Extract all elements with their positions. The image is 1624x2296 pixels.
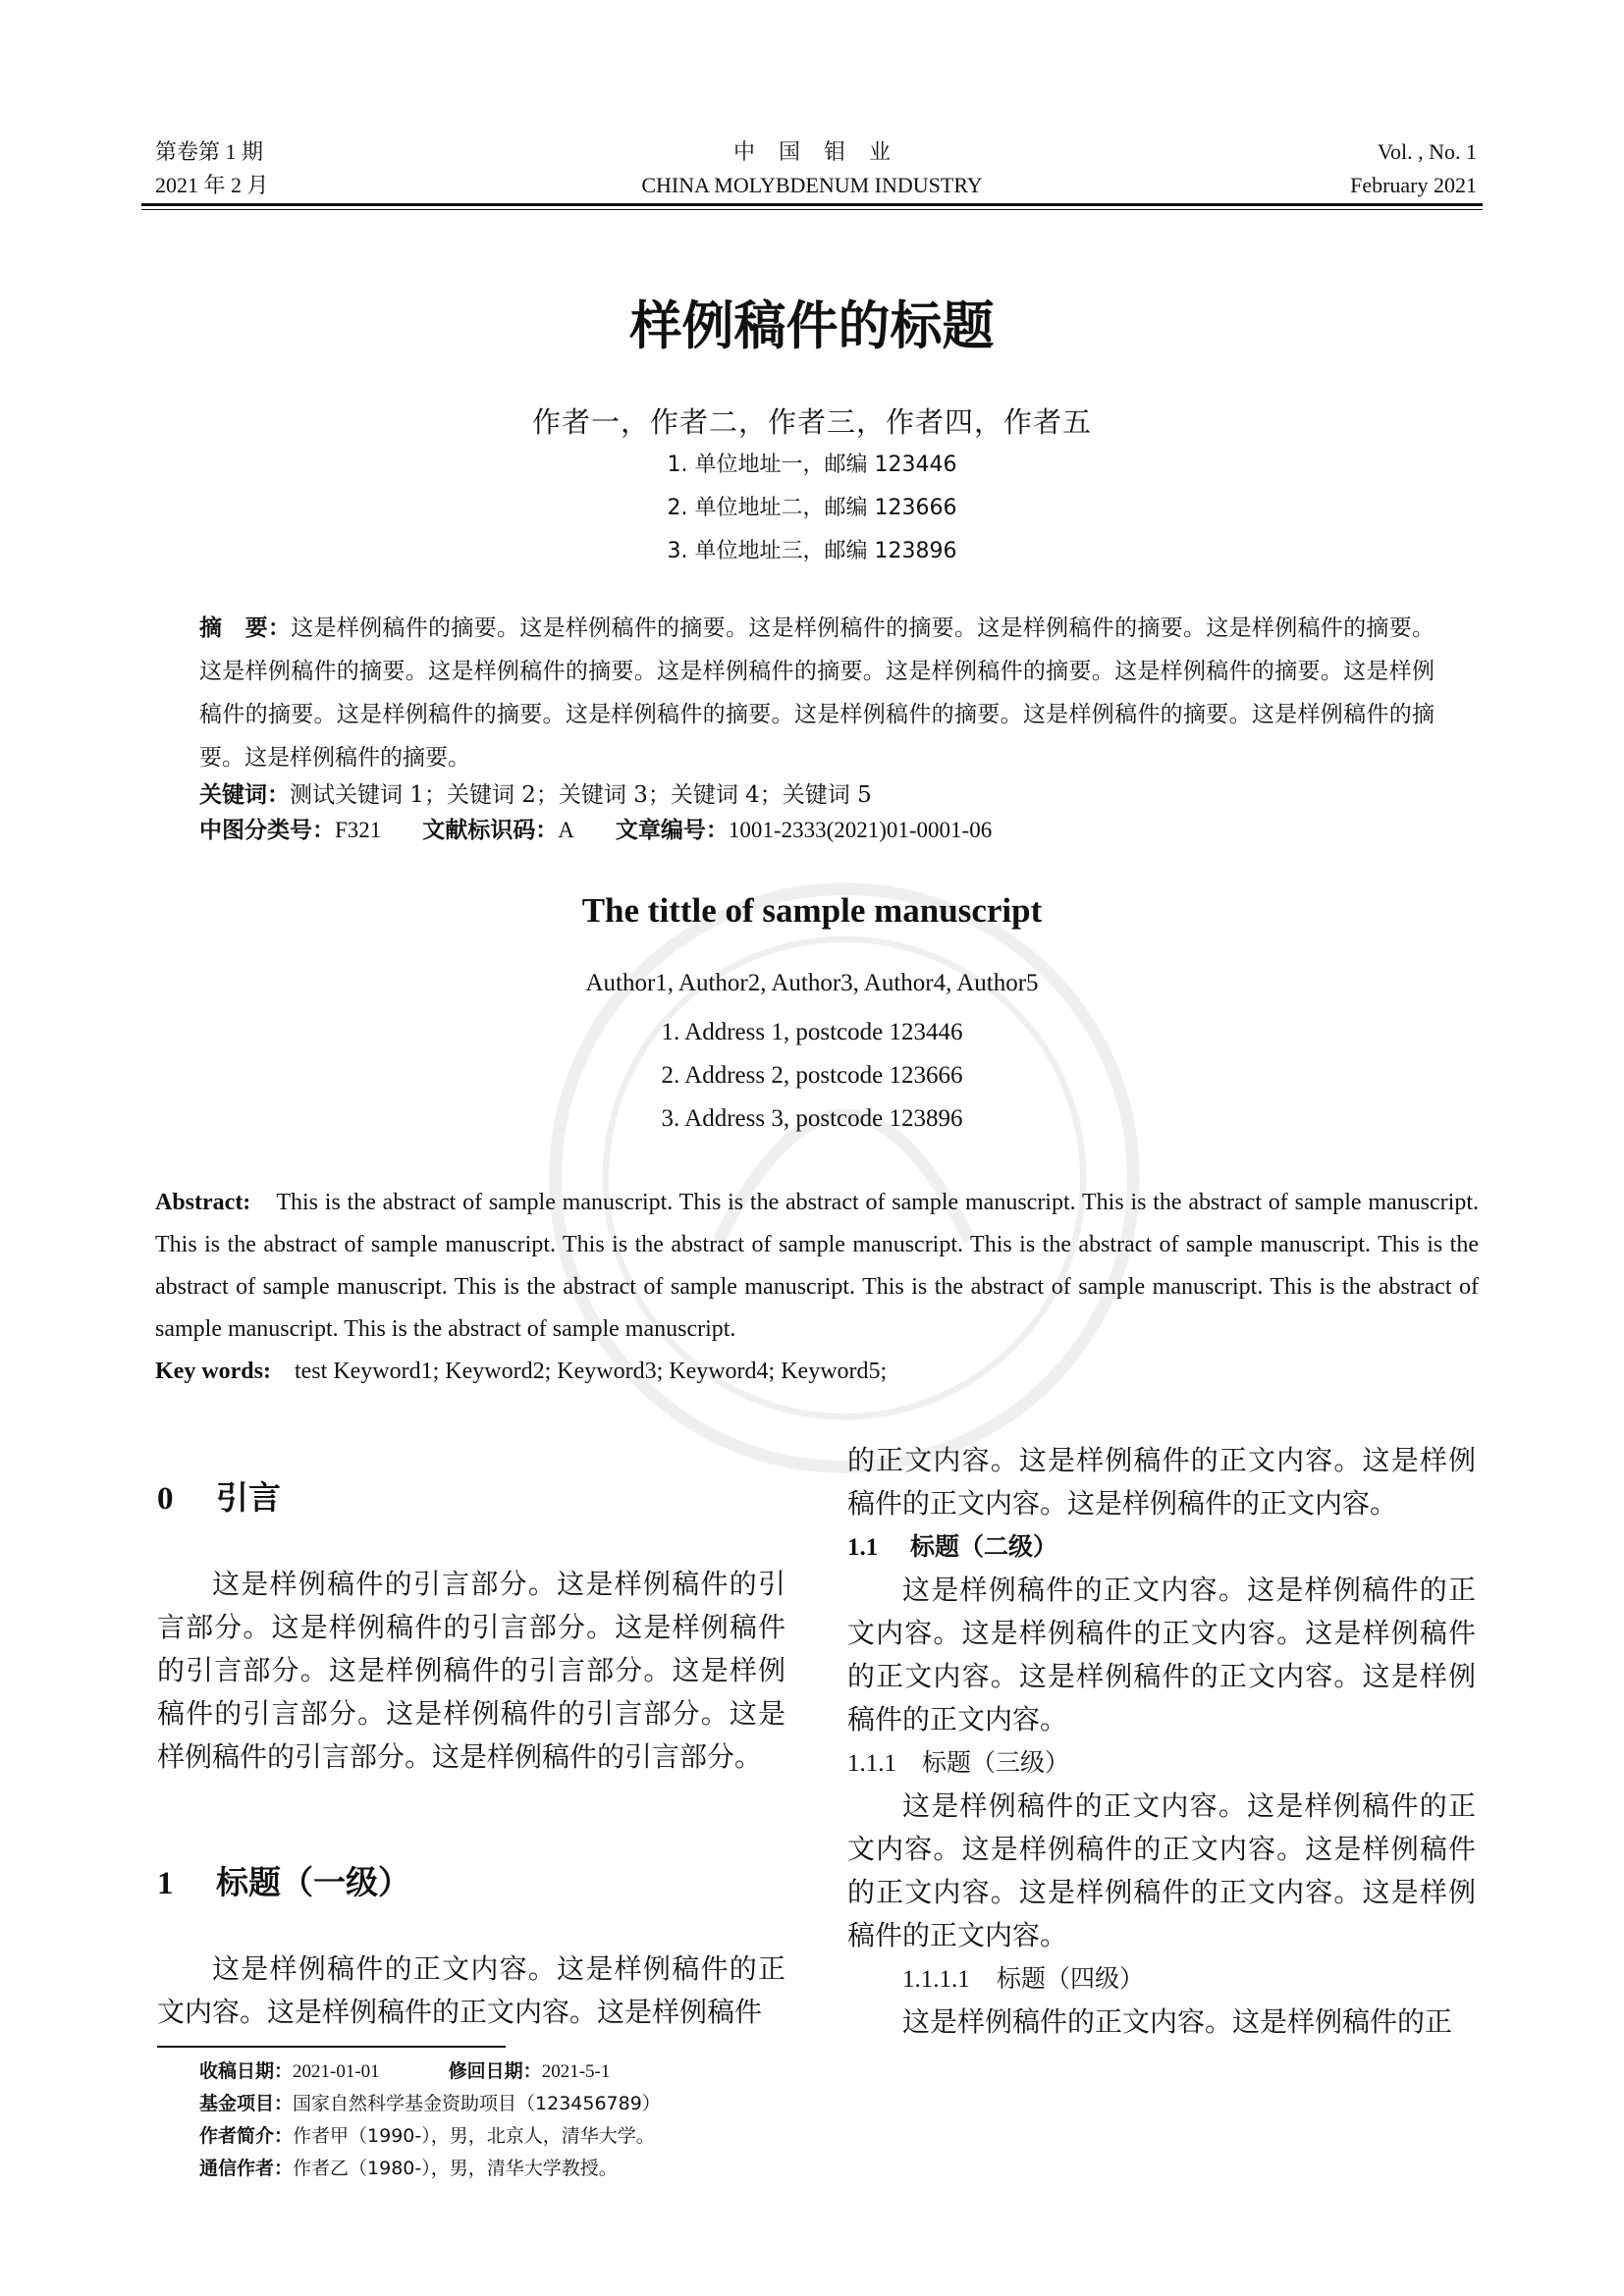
author-bio-value: 作者甲（1990-），男，北京人，清华大学。: [293, 2125, 655, 2147]
keywords-cn-label: 关键词：: [199, 782, 290, 808]
addresses-en: [0, 1011, 1624, 1141]
section-1-1-1-heading: [847, 1741, 1476, 1786]
section-1-1-1-1-title: 标题（四级）: [997, 1964, 1145, 1993]
keywords-en: [155, 1351, 1479, 1393]
author-bio-label: 作者简介：: [199, 2125, 294, 2147]
corresponding-value: 作者乙（1980-），男，清华大学教授。: [293, 2158, 618, 2179]
revised-value: 2021-5-1: [541, 2061, 611, 2082]
received-value: 2021-01-01: [293, 2061, 380, 2082]
article-number-label: 文章编号：: [615, 818, 729, 843]
section-1-1-1-1-paragraph: 这是样例稿件的正文内容。这是样例稿件的正: [902, 2005, 1453, 2038]
footnote-rule: [157, 2046, 506, 2048]
section-1-1-1-title: 标题（三级）: [922, 1748, 1070, 1777]
volume-date: February 2021: [1350, 173, 1477, 197]
abstract-en-label: Abstract:: [155, 1190, 251, 1215]
header-rule-thick: [141, 203, 1483, 206]
section-0-heading: [157, 1476, 785, 1521]
address-en-2: 2. Address 2, postcode 123666: [661, 1062, 963, 1089]
section-0-number: 0: [157, 1481, 174, 1517]
addresses-cn: [0, 444, 1624, 573]
abstract-en-text: This is the abstract of sample manuscript. This is the abstract of sample manuscript. This is the abstract of sample manuscript. This is the abstract of sample manuscript. This is the abstract of sample manuscript. This is the abstract of sample manuscript. This is the abstract of sample manuscript. This is the abstract of sample manuscript. This is the abstract of sample manuscript. This is the abstract of sample manuscript. This is the abstract of sample manuscript.: [155, 1190, 1479, 1342]
journal-name-en: CHINA MOLYBDENUM INDUSTRY: [641, 173, 983, 197]
footnote: [199, 2056, 1083, 2185]
keywords-cn: [199, 775, 1435, 815]
clc-label: 中图分类号：: [199, 818, 335, 843]
footnote-author: [199, 2120, 1083, 2153]
paper-title-cn: 样例稿件的标题: [629, 296, 995, 356]
header-right: [1350, 135, 1477, 202]
section-1-1-paragraph: 这是样例稿件的正文内容。这是样例稿件的正文内容。这是样例稿件的正文内容。这是样例稿件的正文内容。这是样例稿件的正文内容。这是样例稿件的正文内容。: [847, 1574, 1476, 1735]
section-1-paragraph: 这是样例稿件的正文内容。这是样例稿件的正文内容。这是样例稿件的正文内容。这是样例稿件: [157, 1952, 785, 2028]
keywords-en-text: test Keyword1; Keyword2; Keyword3; Keyword4; Keyword5;: [294, 1359, 888, 1384]
authors-en: Author1, Author2, Author3, Author4, Author5: [585, 970, 1039, 996]
header-left: [155, 135, 269, 202]
address-cn-2: 2. 单位地址二，邮编 123666: [667, 496, 957, 520]
footnote-dates: [199, 2056, 1083, 2088]
section-0-title: 引言: [216, 1478, 281, 1517]
article-number-value: 1001-2333(2021)01-0001-06: [728, 818, 993, 842]
abstract-en: [155, 1182, 1479, 1351]
abstract-cn-label: 摘 要：: [199, 615, 292, 641]
section-0-paragraph: 这是样例稿件的引言部分。这是样例稿件的引言部分。这是样例稿件的引言部分。这是样例稿件的引言部分。这是样例稿件的引言部分。这是样例稿件的引言部分。这是样例稿件的引言部分。这是样例稿件的引言部分。这是样例稿件的引言部分。: [157, 1568, 785, 1773]
received-label: 收稿日期：: [199, 2060, 294, 2082]
volume-info: Vol. , No. 1: [1377, 139, 1477, 164]
classification-cn: [199, 811, 1435, 850]
section-1-1-title: 标题（二级）: [910, 1532, 1058, 1561]
doc-code-value: A: [558, 818, 574, 842]
footnote-fund: [199, 2088, 1083, 2120]
footnote-corresponding: [199, 2153, 1083, 2185]
issue-info: 第卷第 1 期: [155, 139, 264, 164]
abstract-cn: [199, 607, 1435, 779]
section-1-1-1-number: 1.1.1: [847, 1750, 896, 1777]
section-1-1-1-1-heading: [847, 1957, 1476, 2002]
fund-label: 基金项目：: [199, 2093, 294, 2114]
doc-code-label: 文献标识码：: [422, 818, 559, 843]
issue-date: 2021 年 2 月: [155, 173, 269, 197]
keywords-en-label: Key words:: [155, 1359, 271, 1384]
paper-title-en: The tittle of sample manuscript: [581, 891, 1043, 930]
revised-label: 修回日期：: [448, 2060, 542, 2082]
journal-name-cn: 中国钼业: [732, 139, 914, 164]
fund-value: 国家自然科学基金资助项目（123456789）: [293, 2093, 661, 2114]
section-1-paragraph-cont: 的正文内容。这是样例稿件的正文内容。这是样例稿件的正文内容。这是样例稿件的正文内容。: [847, 1444, 1476, 1520]
watermark-seal-icon: [530, 864, 1159, 1492]
address-en-1: 1. Address 1, postcode 123446: [661, 1019, 963, 1045]
address-cn-3: 3. 单位地址三，邮编 123896: [667, 539, 957, 563]
clc-value: F321: [335, 818, 382, 842]
corresponding-label: 通信作者：: [199, 2158, 294, 2179]
section-1-1-1-1-number: 1.1.1.1: [902, 1966, 970, 1993]
header-rule-thin: [141, 209, 1483, 210]
address-en-3: 3. Address 3, postcode 123896: [661, 1105, 963, 1132]
authors-cn: 作者一，作者二，作者三，作者四，作者五: [531, 405, 1092, 439]
header-center: [517, 135, 1107, 202]
section-1-title: 标题（一级）: [216, 1863, 410, 1901]
section-1-1-1-paragraph: 这是样例稿件的正文内容。这是样例稿件的正文内容。这是样例稿件的正文内容。这是样例稿件的正文内容。这是样例稿件的正文内容。这是样例稿件的正文内容。: [847, 1789, 1476, 1951]
keywords-cn-text: 测试关键词 1；关键词 2；关键词 3；关键词 4；关键词 5: [290, 782, 872, 808]
address-cn-1: 1. 单位地址一，邮编 123446: [667, 453, 957, 477]
section-1-1-heading: [847, 1525, 1476, 1570]
section-1-heading: [157, 1861, 785, 1905]
abstract-cn-text: 这是样例稿件的摘要。这是样例稿件的摘要。这是样例稿件的摘要。这是样例稿件的摘要。这是样例稿件的摘要。这是样例稿件的摘要。这是样例稿件的摘要。这是样例稿件的摘要。这是样例稿件的摘要。这是样例稿件的摘要。这是样例稿件的摘要。这是样例稿件的摘要。这是样例稿件的摘要。这是样例稿件的摘要。这是样例稿件的摘要。这是样例稿件的摘要。这是样例稿件的摘要。: [199, 615, 1435, 771]
section-1-number: 1: [157, 1866, 174, 1901]
section-1-1-number: 1.1: [847, 1534, 879, 1561]
